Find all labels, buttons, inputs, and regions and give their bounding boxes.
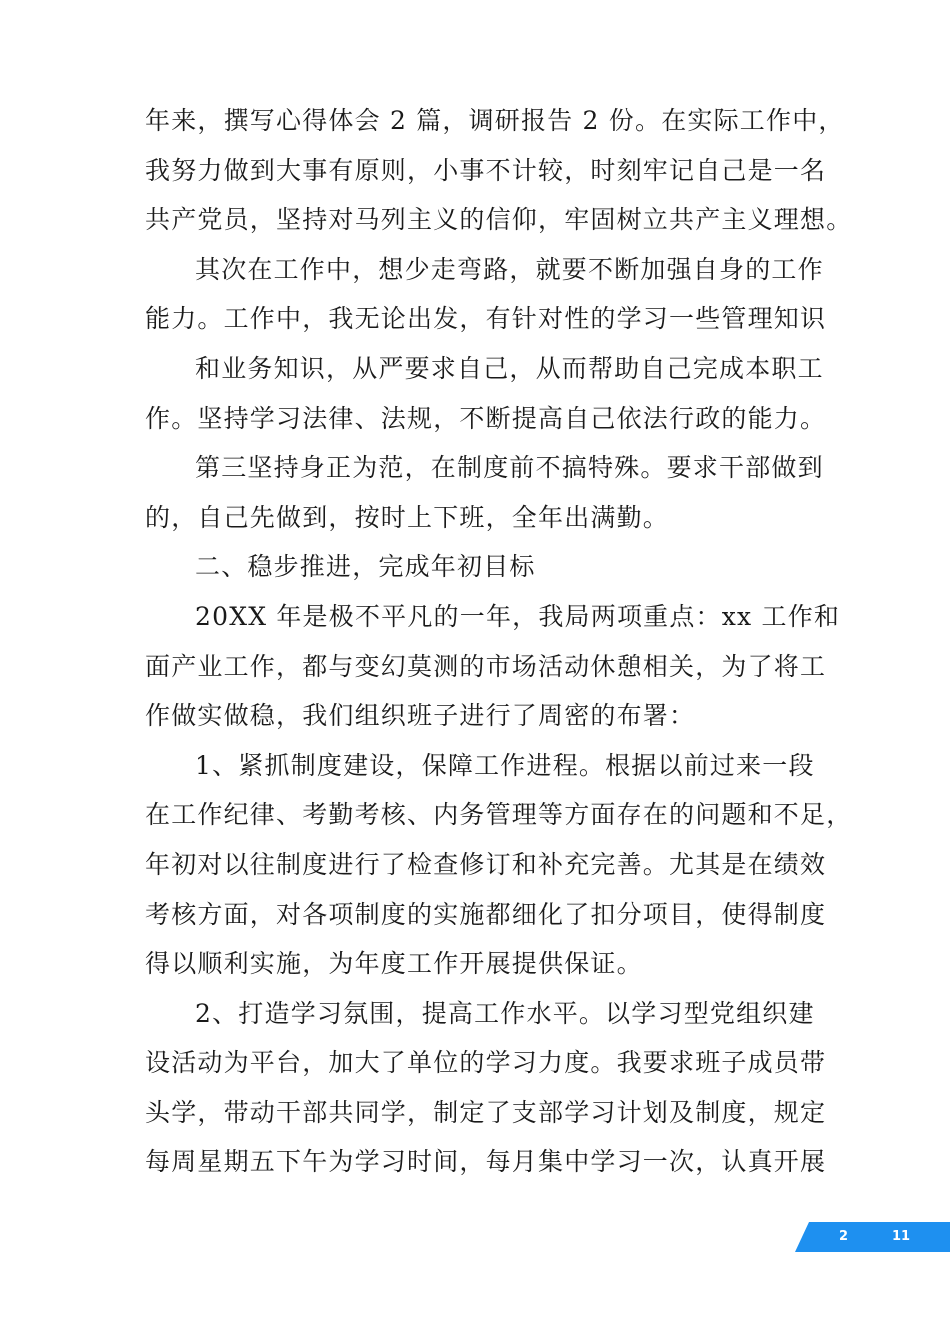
current-page-number: 2	[839, 1229, 849, 1244]
text-line: 20XX 年是极不平凡的一年，我局两项重点：xx 工作和	[195, 601, 841, 631]
text-line: 作。坚持学习法律、法规，不断提高自己依法行政的能力。	[145, 403, 827, 433]
text-line: 和业务知识，从严要求自己，从而帮助自己完成本职工	[195, 353, 824, 383]
text-line: 头学，带动干部共同学，制定了支部学习计划及制度，规定	[145, 1097, 827, 1127]
text-line: 1、紧抓制度建设，保障工作进程。根据以前过来一段	[195, 750, 815, 780]
text-line: 其次在工作中，想少走弯路，就要不断加强自身的工作	[195, 254, 824, 284]
text-line: 考核方面，对各项制度的实施都细化了扣分项目，使得制度	[145, 899, 827, 929]
total-pages-number: 11	[892, 1229, 911, 1244]
text-line: 得以顺利实施，为年度工作开展提供保证。	[145, 949, 643, 979]
text-line: 面产业工作，都与变幻莫测的市场活动休憩相关，为了将工	[145, 651, 827, 681]
text-line: 年初对以往制度进行了检查修订和补充完善。尤其是在绩效	[145, 849, 827, 879]
document-body	[145, 96, 853, 1187]
text-line: 在工作纪律、考勤考核、内务管理等方面存在的问题和不足，	[145, 800, 853, 830]
text-line: 设活动为平台，加大了单位的学习力度。我要求班子成员带	[145, 1048, 827, 1078]
text-line: 二、稳步推进，完成年初目标	[195, 552, 536, 582]
text-line: 2、打造学习氛围，提高工作水平。以学习型党组织建	[195, 998, 815, 1028]
text-line: 共产党员，坚持对马列主义的信仰，牢固树立共产主义理想。	[145, 205, 853, 235]
text-line: 能力。工作中，我无论出发，有针对性的学习一些管理知识	[145, 304, 827, 334]
page-badge-background	[795, 1222, 950, 1252]
text-line: 每周星期五下午为学习时间，每月集中学习一次，认真开展	[145, 1147, 827, 1177]
text-line: 作做实做稳，我们组织班子进行了周密的布署：	[145, 701, 696, 731]
page-number-badge	[795, 1222, 950, 1252]
text-line: 我努力做到大事有原则，小事不计较，时刻牢记自己是一名	[145, 155, 827, 185]
text-line: 年来，撰写心得体会 2 篇，调研报告 2 份。在实际工作中，	[145, 106, 845, 135]
text-line: 的，自己先做到，按时上下班，全年出满勤。	[145, 502, 670, 532]
page-badge-shape	[795, 1222, 950, 1252]
text-line: 第三坚持身正为范，在制度前不搞特殊。要求干部做到	[195, 453, 824, 483]
